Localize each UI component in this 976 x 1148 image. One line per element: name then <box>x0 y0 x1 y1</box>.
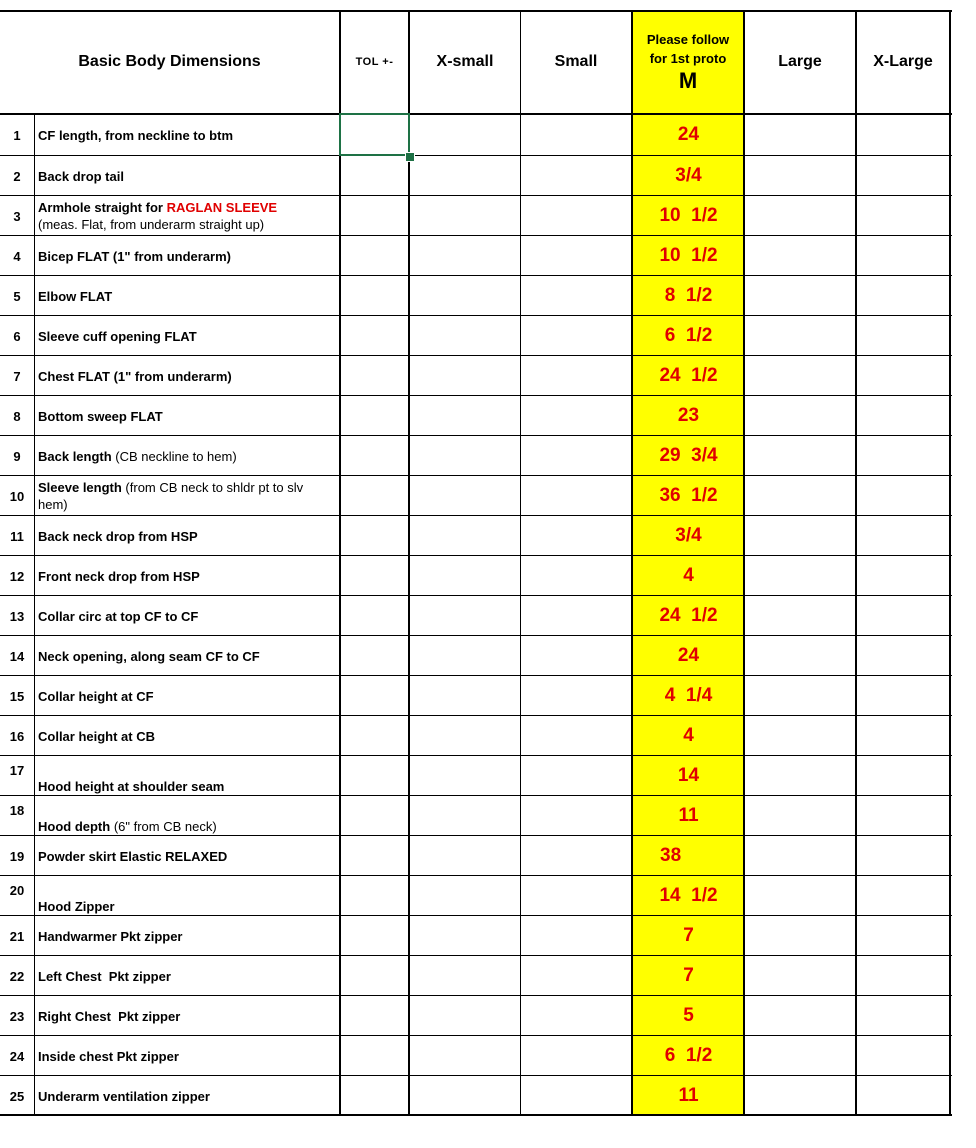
header-proto-line1: Please follow <box>646 32 730 47</box>
row-label: Back neck drop from HSP <box>38 528 198 544</box>
header-medium: M <box>678 68 698 93</box>
row-label-note-continued: hem) <box>38 497 68 512</box>
row-label: Hood Zipper <box>38 899 115 914</box>
row-label: Bottom sweep FLAT <box>38 408 163 424</box>
row-number: 12 <box>9 568 25 584</box>
table-row <box>0 316 952 356</box>
row-label-main: Back length <box>38 448 112 464</box>
row-number: 6 <box>13 328 21 344</box>
row-label <box>38 196 336 236</box>
row-value-medium: 23 <box>677 405 700 426</box>
row-label: Inside chest Pkt zipper <box>38 1048 179 1064</box>
row-label-highlight: RAGLAN SLEEVE <box>166 200 278 215</box>
row-label: Collar circ at top CF to CF <box>38 608 199 624</box>
row-number: 5 <box>13 288 21 304</box>
row-value-medium: 10 1/2 <box>659 205 718 226</box>
row-value-medium: 11 <box>678 805 699 826</box>
row-value-medium: 14 1/2 <box>659 885 718 906</box>
row-value-medium: 6 1/2 <box>664 1045 713 1066</box>
row-number: 18 <box>9 803 25 818</box>
row-number: 15 <box>9 688 25 704</box>
row-label: Bicep FLAT (1" from underarm) <box>38 248 231 264</box>
row-number: 14 <box>9 648 25 664</box>
row-label: Sleeve cuff opening FLAT <box>38 328 197 344</box>
row-number: 20 <box>9 883 25 898</box>
row-value-medium: 5 <box>683 1005 694 1026</box>
row-number: 23 <box>9 1008 25 1024</box>
row-value-medium: 24 <box>677 645 700 666</box>
table-row <box>0 556 952 596</box>
row-label-note: (6" from CB neck) <box>110 819 217 834</box>
row-label: Back drop tail <box>38 168 124 184</box>
row-value-medium: 4 <box>683 725 694 746</box>
row-label: Right Chest Pkt zipper <box>38 1008 181 1024</box>
table-row <box>0 836 952 876</box>
row-value-medium: 6 1/2 <box>664 325 713 346</box>
row-number: 13 <box>9 608 25 624</box>
row-label: Collar height at CF <box>38 688 154 704</box>
row-label-note: (CB neckline to hem) <box>111 448 237 464</box>
row-label: Collar height at CB <box>38 728 156 744</box>
header-proto-line2: for 1st proto <box>649 51 727 66</box>
row-number: 4 <box>13 248 21 264</box>
row-value-medium: 24 1/2 <box>659 365 718 386</box>
row-number: 8 <box>13 408 21 424</box>
row-label: Handwarmer Pkt zipper <box>38 928 183 944</box>
fill-handle[interactable] <box>405 152 415 162</box>
row-number: 7 <box>13 368 21 384</box>
table-row <box>0 916 952 956</box>
row-value-medium: 38 <box>660 845 682 866</box>
row-label: Underarm ventilation zipper <box>38 1088 210 1104</box>
table-row <box>0 1036 952 1076</box>
header-dimensions: Basic Body Dimensions <box>78 53 261 70</box>
row-label: Powder skirt Elastic RELAXED <box>38 848 228 864</box>
table-row <box>0 516 952 556</box>
table-row <box>0 956 952 996</box>
table-row <box>0 476 952 516</box>
row-value-medium: 4 <box>683 565 694 586</box>
row-label <box>38 796 336 836</box>
row-value-medium: 3/4 <box>675 525 702 546</box>
row-number: 10 <box>9 488 25 504</box>
table-row <box>0 115 952 155</box>
table-row <box>0 396 952 436</box>
table-row <box>0 276 952 316</box>
row-number: 25 <box>9 1088 25 1104</box>
row-label <box>38 436 336 476</box>
row-value-medium: 7 <box>683 965 694 986</box>
header-tol: TOL +- <box>355 56 394 68</box>
table-row <box>0 676 952 716</box>
row-label-main: Hood depth <box>38 819 111 834</box>
row-number: 11 <box>10 528 24 544</box>
row-label: CF length, from neckline to btm <box>38 127 234 143</box>
row-value-medium: 11 <box>678 1085 699 1106</box>
header-xsmall: X-small <box>436 53 494 70</box>
row-number: 24 <box>9 1048 25 1064</box>
table-row <box>0 436 952 476</box>
table-row <box>0 716 952 756</box>
row-label <box>38 476 336 516</box>
header-large: Large <box>778 53 822 70</box>
row-label: Front neck drop from HSP <box>38 568 200 584</box>
row-number: 19 <box>9 848 25 864</box>
row-value-medium: 29 3/4 <box>659 445 718 466</box>
row-label-note: (meas. Flat, from underarm straight up) <box>38 217 265 232</box>
row-label: Hood height at shoulder seam <box>38 779 225 794</box>
row-number: 3 <box>13 208 21 224</box>
table-row <box>0 756 952 796</box>
row-label: Elbow FLAT <box>38 288 113 304</box>
table-row <box>0 636 952 676</box>
table-row <box>0 996 952 1036</box>
row-number: 21 <box>9 928 25 944</box>
row-number: 16 <box>9 728 25 744</box>
row-number: 9 <box>13 448 21 464</box>
selected-cell-tol-row-1[interactable] <box>339 113 410 156</box>
row-label-note: (from CB neck to shldr pt to slv <box>121 480 304 495</box>
row-value-medium: 24 1/2 <box>659 605 718 626</box>
table-row <box>0 796 952 836</box>
row-label-main: Armhole straight for <box>38 200 167 215</box>
header-xlarge: X-Large <box>873 53 933 70</box>
row-value-medium: 36 1/2 <box>659 485 718 506</box>
row-number: 22 <box>9 968 25 984</box>
row-value-medium: 10 1/2 <box>659 245 718 266</box>
row-value-medium: 3/4 <box>675 165 702 186</box>
table-row <box>0 876 952 916</box>
table-row <box>0 356 952 396</box>
row-label-main: Sleeve length <box>38 480 122 495</box>
row-value-medium: 7 <box>683 925 694 946</box>
header-medium-proto <box>633 10 743 114</box>
table-row <box>0 156 952 196</box>
table-row <box>0 1076 952 1116</box>
row-value-medium: 4 1/4 <box>664 685 713 706</box>
header-small: Small <box>554 53 598 70</box>
table-row <box>0 236 952 276</box>
row-label: Chest FLAT (1" from underarm) <box>38 368 232 384</box>
table-row <box>0 596 952 636</box>
row-number: 2 <box>13 168 21 184</box>
row-label: Left Chest Pkt zipper <box>38 968 171 984</box>
row-value-medium: 14 <box>677 765 700 786</box>
row-label: Neck opening, along seam CF to CF <box>38 648 260 664</box>
row-value-medium: 8 1/2 <box>664 285 713 306</box>
table-row <box>0 196 952 236</box>
row-number: 17 <box>9 763 25 778</box>
row-value-medium: 24 <box>677 124 700 145</box>
row-number: 1 <box>13 127 21 143</box>
